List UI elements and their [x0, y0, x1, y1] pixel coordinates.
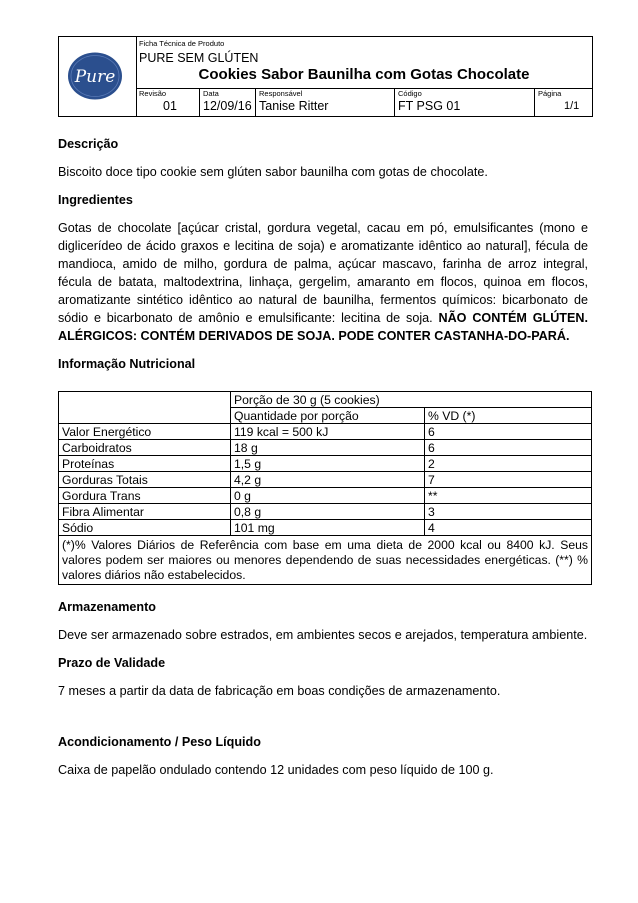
product-title: Cookies Sabor Baunilha com Gotas Chocolate [198, 66, 530, 83]
table-row [59, 440, 592, 456]
nutrient-qty: 0 g [231, 488, 425, 504]
ingredientes-heading: Ingredientes [58, 193, 133, 207]
nutrient-name: Fibra Alimentar [59, 504, 231, 520]
acondicionamento-text: Caixa de papelão ondulado contendo 12 unidades com peso líquido de 100 g. [58, 763, 494, 777]
nutrient-qty: 0,8 g [231, 504, 425, 520]
nutrition-table [58, 391, 592, 585]
nutrient-qty: 18 g [231, 440, 425, 456]
nutrient-qty: 101 mg [231, 520, 425, 536]
responsavel-value: Tanise Ritter [259, 99, 329, 113]
descricao-text: Biscoito doce tipo cookie sem glúten sabor baunilha com gotas de chocolate. [58, 165, 488, 179]
nutrient-name: Gordura Trans [59, 488, 231, 504]
ingredientes-paragraph [58, 219, 588, 345]
table-row [59, 424, 592, 440]
header-col-divider [534, 88, 535, 116]
table-row [59, 536, 592, 585]
logo-cell [59, 37, 137, 116]
armazenamento-text: Deve ser armazenado sobre estrados, em ambientes secos e arejados, temperatura ambiente. [58, 628, 588, 642]
form-label: Ficha Técnica de Produto [139, 39, 225, 48]
codigo-value: FT PSG 01 [398, 99, 461, 113]
nutrient-qty: 4,2 g [231, 472, 425, 488]
document-body-lower [58, 598, 588, 779]
header-col-divider [199, 88, 200, 116]
nutrient-vd: 6 [425, 440, 592, 456]
nutrient-name: Gorduras Totais [59, 472, 231, 488]
nutrient-vd: 4 [425, 520, 592, 536]
armazenamento-heading: Armazenamento [58, 600, 156, 614]
table-footnote: (*)% Valores Diários de Referência com base em uma dieta de 2000 kcal ou 8400 kJ. Seus valores podem ser maiores ou menores dependendo de suas necessidades energéticas. (**) % valores diários não estabelecidos. [59, 536, 592, 585]
revisao-value: 01 [163, 99, 177, 113]
product-line: PURE SEM GLÚTEN [139, 51, 259, 65]
nutrient-vd: 3 [425, 504, 592, 520]
validade-text: 7 meses a partir da data de fabricação em boas condições de armazenamento. [58, 684, 501, 698]
nutrient-vd: 6 [425, 424, 592, 440]
nutrient-name: Sódio [59, 520, 231, 536]
pagina-value: 1/1 [564, 100, 580, 112]
document-body [58, 130, 588, 373]
nutrient-name: Valor Energético [59, 424, 231, 440]
table-row [59, 504, 592, 520]
allergen-warning: NÃO CONTÉM GLÚTEN. ALÉRGICOS: CONTÉM DERIVADOS DE SOJA. PODE CONTER CASTANHA-DO-PARÁ. [58, 311, 588, 343]
nutrient-vd: 7 [425, 472, 592, 488]
col-header-qty: Quantidade por porção [231, 408, 425, 424]
nutrient-qty: 119 kcal = 500 kJ [231, 424, 425, 440]
col-header-vd: % VD (*) [425, 408, 592, 424]
portion-label: Porção de 30 g (5 cookies) [231, 392, 592, 408]
pagina-label: Página [538, 89, 562, 98]
nutrient-vd: ** [425, 488, 592, 504]
descricao-heading: Descrição [58, 137, 119, 151]
header-col-divider [255, 88, 256, 116]
svg-text:Pure: Pure [74, 67, 116, 87]
revisao-label: Revisão [139, 89, 167, 98]
data-label: Data [203, 89, 219, 98]
pure-logo [67, 51, 123, 101]
data-value: 12/09/16 [203, 99, 252, 113]
table-row [59, 488, 592, 504]
nutricional-heading: Informação Nutricional [58, 357, 196, 371]
table-cell-empty [59, 408, 231, 424]
table-row [59, 392, 592, 408]
document-header [58, 36, 593, 117]
table-row [59, 472, 592, 488]
table-row [59, 520, 592, 536]
header-col-divider [394, 88, 395, 116]
table-row [59, 408, 592, 424]
codigo-label: Código [398, 89, 422, 98]
acondicionamento-heading: Acondicionamento / Peso Líquido [58, 735, 261, 749]
validade-heading: Prazo de Validade [58, 656, 166, 670]
table-cell-empty [59, 392, 231, 408]
nutrient-vd: 2 [425, 456, 592, 472]
nutrient-name: Carboidratos [59, 440, 231, 456]
ingredientes-text: Gotas de chocolate [açúcar cristal, gordura vegetal, cacau em pó, emulsificantes (mono e diglicerídeo de ácido graxos e lecitina de soja) e aromatizante idêntico ao natural], fécula de mandioca, amido de milho, gordura de palma, açúcar mascavo, farinha de arroz integral, fécula de batata, maltodextrina, linhaça, gergelim, amaranto em flocos, quinoa em flocos, aromatizante sintético idêntico ao natural de baunilha, fermentos químicos: bicarbonato de sódio e bicarbonato de amônio e emulsificante: lecitina de soja. [58, 221, 588, 325]
table-row [59, 456, 592, 472]
responsavel-label: Responsável [259, 89, 303, 98]
nutrient-name: Proteínas [59, 456, 231, 472]
nutrient-qty: 1,5 g [231, 456, 425, 472]
